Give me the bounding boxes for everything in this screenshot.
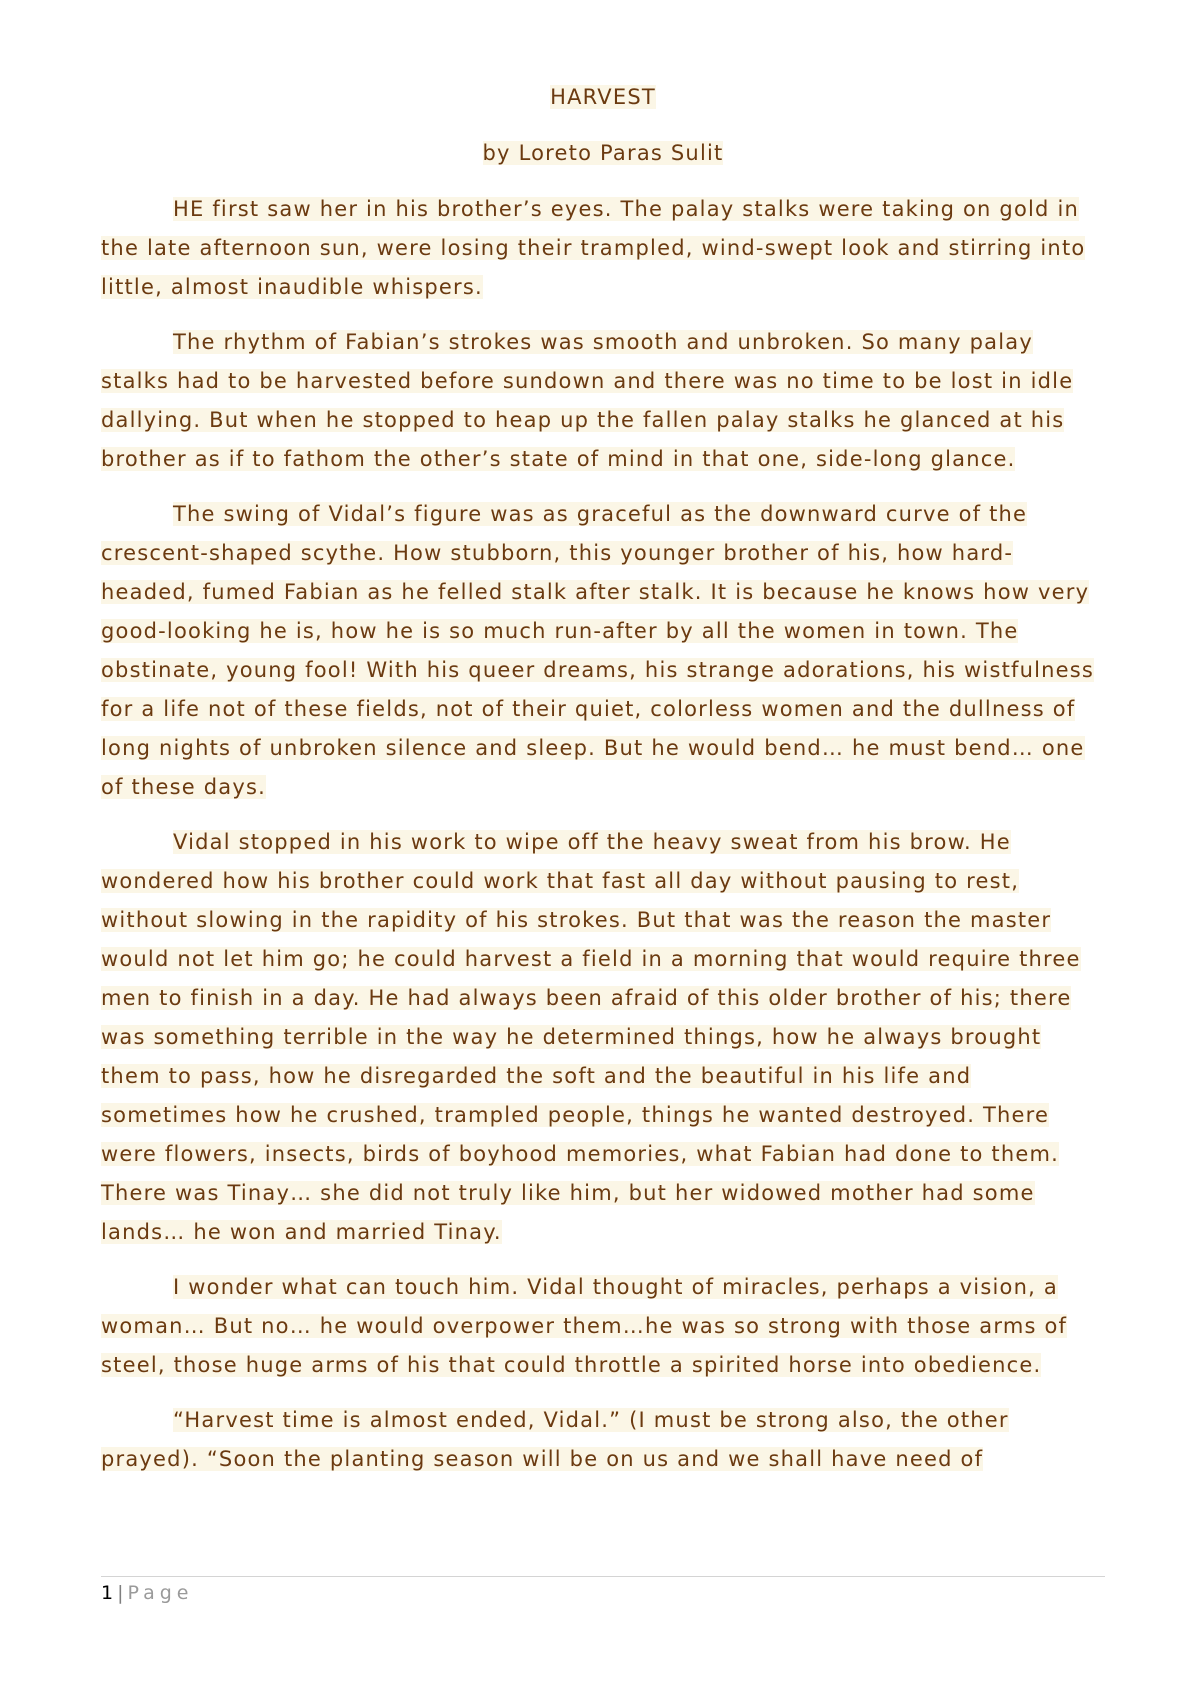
paragraph-1	[101, 190, 1105, 307]
footer-separator: |	[117, 1582, 124, 1604]
paragraph-text: HE first saw her in his brother’s eyes. The palay stalks were taking on gold in the late afternoon sun, were losing their trampled, wind-swept look and stirring into little, almost inaudible whispers.	[101, 197, 1086, 299]
document-title-text: HARVEST	[550, 85, 656, 109]
paragraph-text: “Harvest time is almost ended, Vidal.” (I must be strong also, the other prayed). “Soon the planting season will be on us and we shall have need of	[101, 1408, 1009, 1471]
paragraph-4	[101, 823, 1105, 1252]
document-byline	[101, 134, 1105, 173]
page-footer	[101, 1582, 194, 1604]
page-number: 1	[101, 1582, 114, 1604]
paragraph-text: The swing of Vidal’s figure was as graceful as the downward curve of the crescent-shaped scythe. How stubborn, this younger brother of his, how hard-headed, fumed Fabian as he felled stalk after stalk. It is because he knows how very good-looking he is, how he is so much run-after by all the women in town. The obstinate, young fool! With his queer dreams, his strange adorations, his wistfulness for a life not of these fields, not of their quiet, colorless women and the dullness of long nights of unbroken silence and sleep. But he would bend… he must bend… one of these days.	[101, 502, 1095, 799]
paragraph-text: The rhythm of Fabian’s strokes was smooth and unbroken. So many palay stalks had to be harvested before sundown and there was no time to be lost in idle dallying. But when he stopped to heap up the fallen palay stalks he glanced at his brother as if to fathom the other’s state of mind in that one, side-long glance.	[101, 330, 1074, 471]
paragraph-text: I wonder what can touch him. Vidal thought of miracles, perhaps a vision, a woman… But no… he would overpower them…he was so strong with those arms of steel, those huge arms of his that could throttle a spirited horse into obedience.	[101, 1275, 1068, 1377]
paragraph-5	[101, 1268, 1105, 1385]
paragraph-2	[101, 323, 1105, 479]
footer-divider	[101, 1576, 1105, 1577]
paragraph-3	[101, 495, 1105, 807]
page-label: Page	[127, 1582, 194, 1604]
document-title	[101, 78, 1105, 117]
paragraph-text: Vidal stopped in his work to wipe off the heavy sweat from his brow. He wondered how his brother could work that fast all day without pausing to rest, without slowing in the rapidity of his strokes. But that was the reason the master would not let him go; he could harvest a field in a morning that would require three men to finish in a day. He had always been afraid of this older brother of his; there was something terrible in the way he determined things, how he always brought them to pass, how he disregarded the soft and the beautiful in his life and sometimes how he crushed, trampled people, things he wanted destroyed. There were flowers, insects, birds of boyhood memories, what Fabian had done to them. There was Tinay… she did not truly like him, but her widowed mother had some lands… he won and married Tinay.	[101, 830, 1081, 1244]
document-page	[101, 78, 1105, 1495]
document-byline-text: by Loreto Paras Sulit	[482, 141, 724, 165]
paragraph-6	[101, 1401, 1105, 1479]
